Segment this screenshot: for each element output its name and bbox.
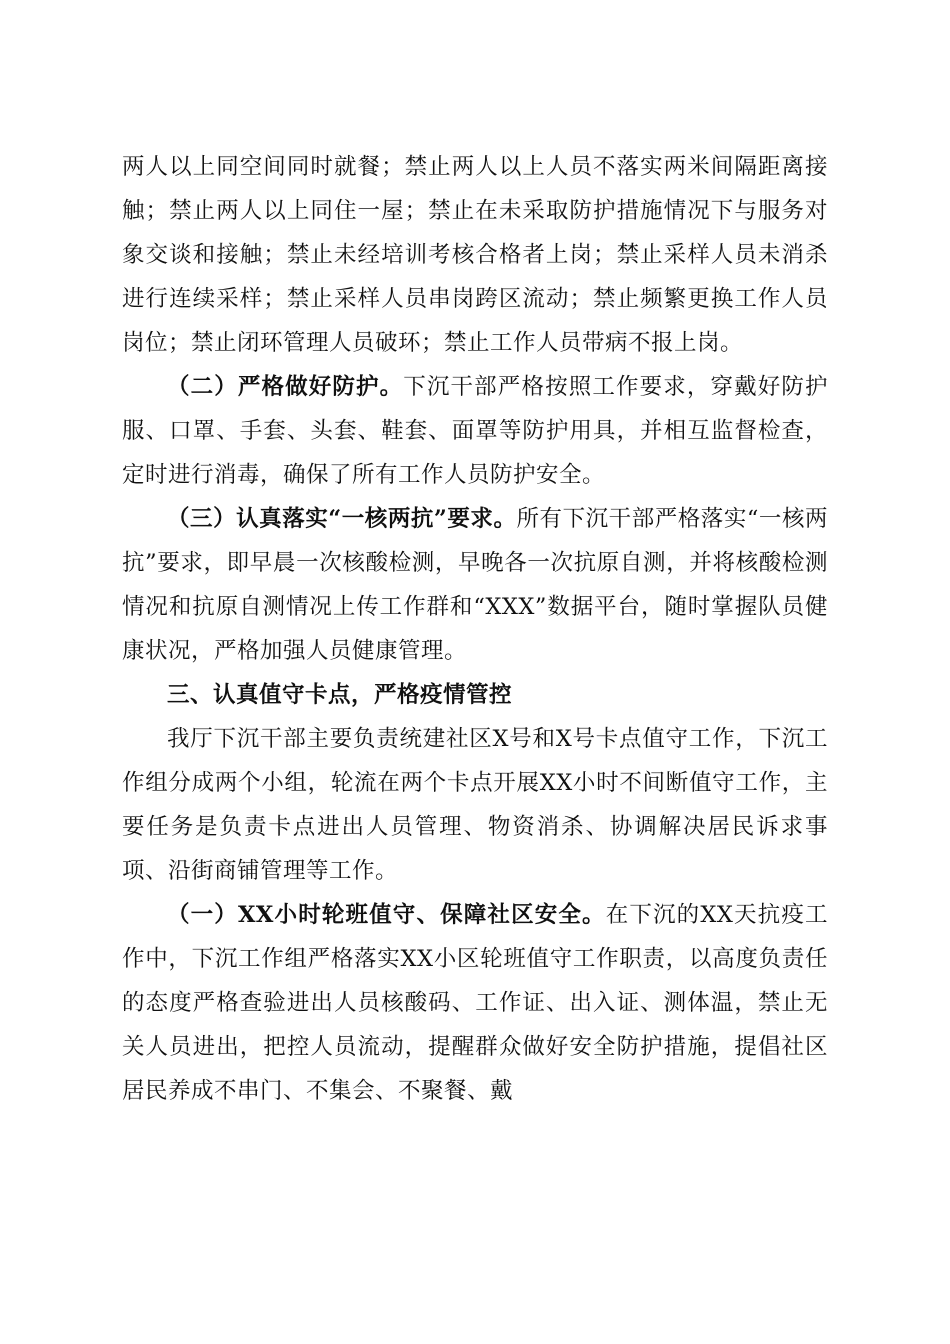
paragraph-shift-duty [122, 893, 828, 1113]
subheading-shift-duty: （一）XX小时轮班值守、保障社区安全。 [167, 902, 606, 928]
subheading-protection: （二）严格做好防护。 [167, 374, 404, 400]
paragraph-protection [122, 365, 828, 497]
paragraph-one-nucleic-two-antigen [122, 497, 828, 673]
paragraph-prohibitions-continued [122, 145, 828, 365]
document-page [122, 145, 828, 1113]
paragraph-text: 我厅下沉干部主要负责统建社区X号和X号卡点值守工作，下沉工作组分成两个小组，轮流在两个卡点开展XX小时不间断值守工作，主要任务是负责卡点进出人员管理、物资消杀、协调解决居民诉求事项、沿街商铺管理等工作。 [122, 726, 828, 884]
paragraph-text: 下沉干部严格按照工作要求，穿戴好防护服、口罩、手套、头套、鞋套、面罩等防护用具，并相互监督检查，定时进行消毒，确保了所有工作人员防护安全。 [122, 374, 828, 488]
section-heading-checkpoint-duty: 三、认真值守卡点，严格疫情管控 [167, 682, 513, 708]
paragraph-checkpoint-overview [122, 717, 828, 893]
subheading-one-nucleic-two-antigen: （三）认真落实“一核两抗”要求。 [167, 506, 517, 532]
paragraph-text: 两人以上同空间同时就餐；禁止两人以上人员不落实两米间隔距离接触；禁止两人以上同住一屋；禁止在未采取防护措施情况下与服务对象交谈和接触；禁止未经培训考核合格者上岗；禁止采样人员未消杀进行连续采样；禁止采样人员串岗跨区流动；禁止频繁更换工作人员岗位；禁止闭环管理人员破环；禁止工作人员带病不报上岗。 [122, 154, 828, 356]
paragraph-text: 在下沉的XX天抗疫工作中，下沉工作组严格落实XX小区轮班值守工作职责，以高度负责任的态度严格查验进出人员核酸码、工作证、出入证、测体温，禁止无关人员进出，把控人员流动，提醒群众做好安全防护措施，提倡社区居民养成不串门、不集会、不聚餐、戴 [122, 902, 828, 1104]
paragraph-text: 所有下沉干部严格落实“一核两抗”要求，即早晨一次核酸检测，早晚各一次抗原自测，并将核酸检测情况和抗原自测情况上传工作群和“XXX”数据平台，随时掌握队员健康状况，严格加强人员健康管理。 [122, 506, 828, 664]
